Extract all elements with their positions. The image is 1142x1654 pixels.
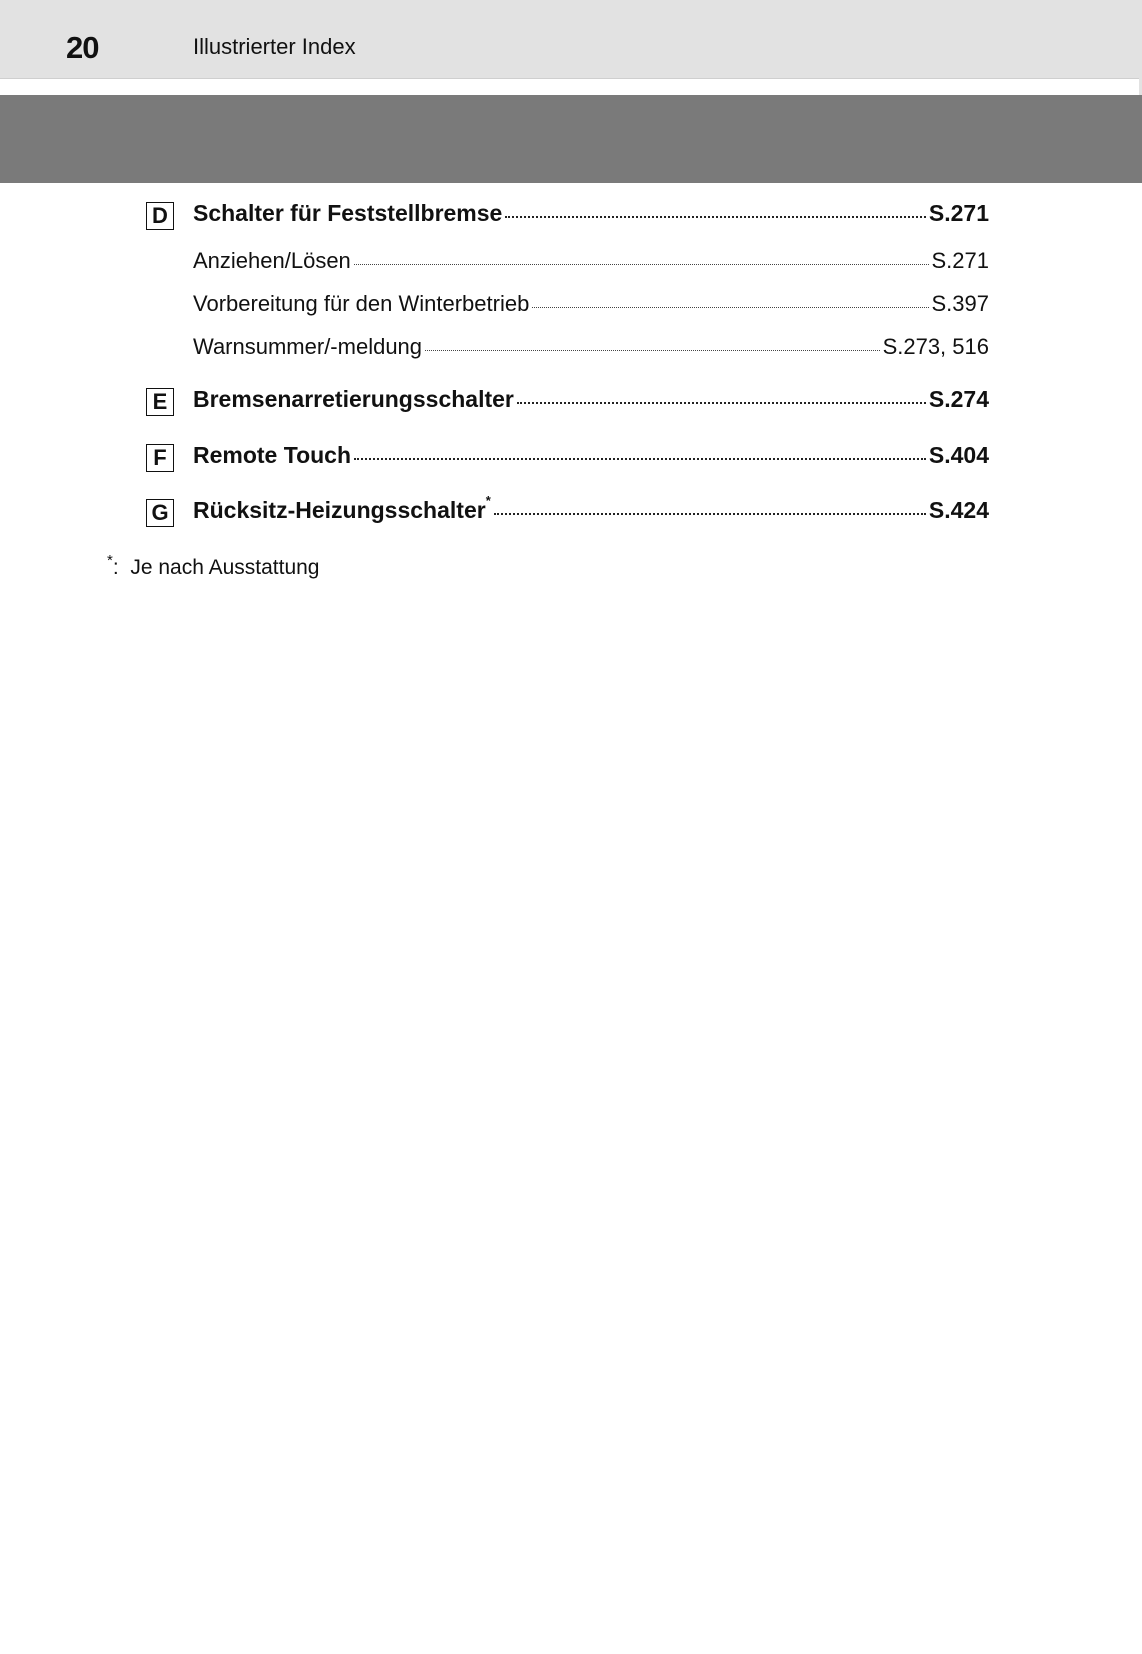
page-reference[interactable]: S.271 (928, 200, 989, 226)
section-title: Illustrierter Index (193, 34, 356, 59)
dot-leader (354, 457, 926, 460)
dot-leader (425, 349, 880, 351)
footnote-text: : Je nach Ausstattung (112, 556, 320, 579)
index-subentry-apply-release[interactable] (193, 248, 989, 274)
index-entry-rear-seat-heater-switch[interactable] (193, 493, 989, 524)
index-entry-parking-brake-switch[interactable] (193, 200, 989, 227)
page-header (0, 0, 1142, 79)
footnote-marker: * (485, 493, 491, 509)
entry-label: Vorbereitung für den Winterbetrieb (193, 291, 530, 316)
entry-label: Remote Touch (193, 442, 352, 468)
entry-label: Bremsenarretierungsschalter (193, 386, 514, 412)
entry-label: Schalter für Feststellbremse (193, 200, 503, 226)
index-subentry-warning-buzzer[interactable] (193, 334, 989, 360)
entry-label (193, 493, 491, 524)
dot-leader (532, 306, 928, 308)
letter-box-f: F (146, 444, 174, 472)
page-reference[interactable]: S.424 (928, 497, 989, 523)
index-subentry-winter-operation[interactable] (193, 291, 989, 317)
dot-leader (494, 512, 926, 515)
letter-box-e: E (146, 388, 174, 416)
page-reference[interactable]: S.404 (928, 442, 989, 468)
page-reference[interactable]: S.274 (928, 386, 989, 412)
dot-leader (505, 215, 926, 218)
letter-box-g: G (146, 499, 174, 527)
dot-leader (354, 263, 929, 265)
entry-label: Anziehen/Lösen (193, 248, 351, 273)
entry-label-text: Rücksitz-Heizungsschalter (193, 497, 486, 523)
footnote-asterisk: * (107, 552, 113, 569)
page-number: 20 (66, 30, 99, 65)
footnote (107, 552, 320, 580)
index-entry-remote-touch[interactable] (193, 442, 989, 469)
index-entry-brake-hold-switch[interactable] (193, 386, 989, 413)
page-reference[interactable]: S.273, 516 (882, 334, 989, 359)
page-reference[interactable]: S.271 (931, 248, 989, 273)
page-reference[interactable]: S.397 (931, 291, 989, 316)
gray-banner (0, 95, 1142, 183)
dot-leader (517, 401, 926, 404)
entry-label: Warnsummer/-meldung (193, 334, 423, 359)
letter-box-d: D (146, 202, 174, 230)
